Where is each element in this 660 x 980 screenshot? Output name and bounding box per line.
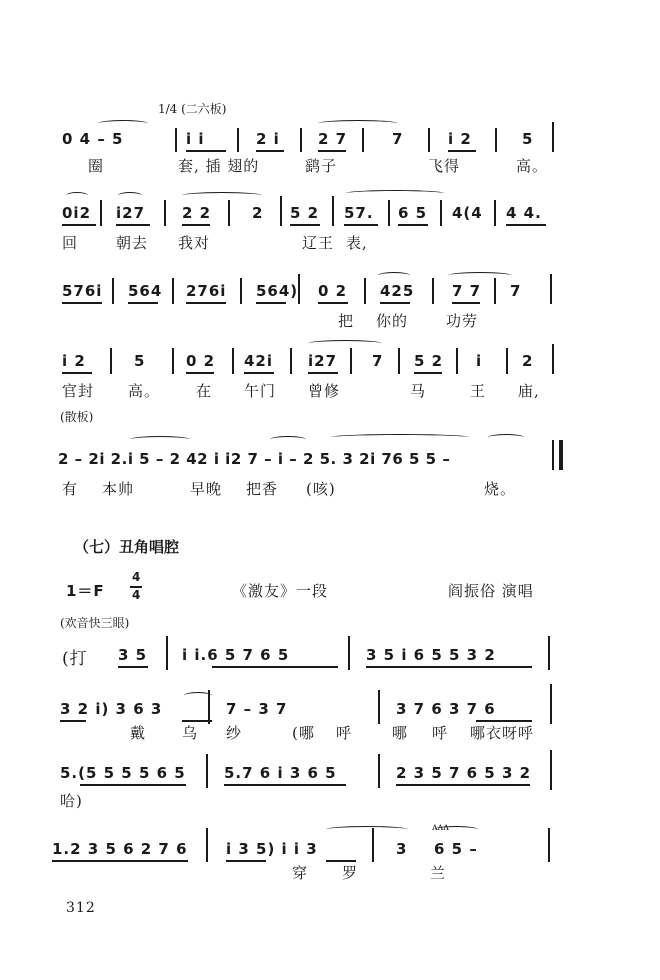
slur [378, 272, 410, 279]
note-group: 7 – 3 7 [226, 700, 288, 718]
lyric: 午门 [244, 382, 277, 400]
beam [290, 224, 320, 226]
lyric: 鹞子 [305, 157, 338, 175]
barline [550, 750, 552, 790]
note-group: 7 [372, 352, 384, 370]
lyric: 哈) [60, 792, 83, 810]
note-group: 5 2 [414, 352, 444, 370]
note-group: i 3 5) i i 3 [226, 840, 318, 858]
note-group: 3 [396, 840, 408, 858]
barline [298, 274, 300, 304]
page-number: 312 [66, 900, 96, 916]
note-group: 2 i [256, 130, 280, 148]
note-group: i27 [116, 204, 146, 222]
beam [256, 302, 286, 304]
slur [448, 272, 512, 279]
beam [60, 720, 86, 722]
barline [172, 278, 174, 304]
lyric: 哪 [392, 724, 409, 742]
lyric: 哪衣呀呼 [470, 724, 535, 742]
lyric: 王 [470, 382, 487, 400]
note-group: 425 [380, 282, 415, 300]
note-group: 2 [252, 204, 264, 222]
beam [318, 302, 348, 304]
note-group: 2 2 [182, 204, 212, 222]
beam [52, 860, 188, 862]
barline [550, 684, 552, 724]
beam [396, 784, 530, 786]
lyric: 兰 [430, 864, 447, 882]
final-barline [552, 440, 563, 470]
barline [164, 200, 166, 226]
slur [326, 826, 408, 833]
barline [166, 636, 168, 670]
lyric: 套, 插 翅的 [178, 157, 260, 175]
tempo-mark: (欢音快三眼) [60, 616, 130, 630]
barline [378, 690, 380, 724]
lyric: 高。 [516, 157, 549, 175]
lyric: 本帅 [102, 480, 135, 498]
note-group: 3 7 6 3 7 6 [396, 700, 496, 718]
barline [494, 278, 496, 304]
ornament: ʌʌʌ [432, 822, 449, 833]
note-group: 7 [510, 282, 522, 300]
beam [366, 666, 532, 668]
lyric: 曾修 [308, 382, 341, 400]
key-signature: 1＝F [66, 582, 105, 600]
barline [348, 636, 350, 670]
note-group: 5 2 [290, 204, 320, 222]
note-group: 4(4 [452, 204, 483, 222]
beam [244, 372, 274, 374]
note-group: 0 2 [318, 282, 348, 300]
barline [240, 278, 242, 304]
beam [414, 372, 442, 374]
barline [552, 344, 554, 374]
beam [448, 150, 476, 152]
note-line: 2 – 2i 2.i 5 – 2 42 i i2 7 – i – 2 5. 3 2i 76 5 5 – [58, 450, 451, 468]
barline [378, 754, 380, 788]
lyric: 呼 [336, 724, 353, 742]
note-group: i 2 [62, 352, 86, 370]
lyric: 庙, [518, 382, 540, 400]
barline [372, 828, 374, 862]
beam [186, 372, 214, 374]
note-group: 5.7 6 i 3 6 5 [224, 764, 337, 782]
barline [208, 690, 210, 724]
lyric: 功劳 [446, 312, 479, 330]
note-group: 42i [244, 352, 274, 370]
lyric: 高。 [128, 382, 161, 400]
note-group: 576i [62, 282, 103, 300]
slur [118, 192, 142, 199]
lyric: 官封 [62, 382, 95, 400]
beam [318, 150, 346, 152]
beam [452, 302, 480, 304]
percussion-cue: (打 [62, 649, 88, 669]
slur [318, 120, 398, 127]
beam [308, 372, 338, 374]
lyric: 回 [62, 234, 79, 252]
note-group: 6 5 – [434, 840, 478, 858]
slur [130, 436, 190, 443]
note-group: 2 7 [318, 130, 348, 148]
note-group: 564 [128, 282, 163, 300]
lyric: 马 [410, 382, 427, 400]
lyric: 飞得 [428, 157, 461, 175]
section-title: （七）丑角唱腔 [74, 538, 180, 556]
slur [66, 192, 88, 199]
note-group: 4 4. [506, 204, 542, 222]
note-group: 5 [134, 352, 146, 370]
lyric: 烧。 [484, 480, 517, 498]
singer: 阎振俗 演唱 [448, 582, 534, 600]
barline [237, 128, 239, 152]
barline [232, 348, 234, 374]
lyric: (咳) [306, 480, 336, 498]
beam [398, 224, 428, 226]
slur [488, 434, 524, 441]
barline [506, 348, 508, 374]
lyric: (哪 [292, 724, 315, 742]
barline [110, 348, 112, 374]
lyric: 表, [346, 234, 368, 252]
note-group: 7 [392, 130, 404, 148]
beam [226, 860, 266, 862]
barline [364, 278, 366, 304]
barline [428, 128, 430, 152]
note-group: 3 5 [118, 646, 148, 664]
beam [186, 302, 226, 304]
lyric: 戴 [130, 724, 147, 742]
note-group: i27 [308, 352, 338, 370]
note-group: 3 5 i 6 5 5 3 2 [366, 646, 496, 664]
note-group: 2 [522, 352, 534, 370]
barline [350, 348, 352, 374]
slur [308, 340, 382, 347]
note-group: 5 [522, 130, 534, 148]
note-group: 564) [256, 282, 299, 300]
barline [206, 754, 208, 788]
lyric: 呼 [432, 724, 449, 742]
note-group: i [476, 352, 483, 370]
beam [62, 302, 102, 304]
slur [345, 190, 445, 197]
beam [182, 224, 210, 226]
lyric: 在 [196, 382, 213, 400]
barline [432, 278, 434, 304]
lyric: 乌 [182, 724, 199, 742]
slur [270, 436, 306, 443]
note-group: 0 4 – 5 [62, 130, 124, 148]
lyric: 我对 [178, 234, 211, 252]
lyric: 穿 [292, 864, 309, 882]
beam [80, 784, 186, 786]
beam [256, 150, 284, 152]
barline [172, 348, 174, 374]
lyric: 纱 [226, 724, 243, 742]
lyric: 把 [338, 312, 355, 330]
barline [440, 200, 442, 226]
lyric: 你的 [376, 312, 409, 330]
note-group: 57. [344, 204, 374, 222]
barline [388, 200, 390, 226]
note-group: 1.2 3 5 6 2 7 6 [52, 840, 188, 858]
note-group: i i [186, 130, 205, 148]
barline [548, 636, 550, 670]
barline [332, 196, 334, 226]
note-group: 0 2 [186, 352, 216, 370]
beam [116, 224, 150, 226]
barline [362, 128, 364, 152]
barline [494, 200, 496, 226]
beam [212, 666, 338, 668]
barline [206, 828, 208, 862]
beam [62, 224, 96, 226]
note-group: 0i2 [62, 204, 92, 222]
tempo-mark: 1/4 (二六板) [158, 102, 227, 116]
meter-top: 4 [132, 570, 142, 584]
meter-bottom: 4 [132, 588, 142, 602]
beam [118, 666, 148, 668]
lyric: 辽王 [302, 234, 335, 252]
barline [290, 348, 292, 374]
beam [186, 150, 226, 152]
barline [495, 128, 497, 152]
beam [224, 784, 346, 786]
note-group: 6 5 [398, 204, 428, 222]
note-group: i 2 [448, 130, 472, 148]
beam [506, 224, 546, 226]
barline [300, 128, 302, 152]
beam [380, 302, 410, 304]
barline [398, 348, 400, 374]
barline [100, 200, 102, 226]
lyric: 有 [62, 480, 79, 498]
slur [98, 120, 148, 127]
barline [112, 278, 114, 304]
barline [456, 348, 458, 374]
beam [344, 224, 378, 226]
piece-title: 《激友》一段 [232, 582, 329, 600]
beam [128, 302, 158, 304]
barline [550, 274, 552, 304]
lyric: 圈 [88, 157, 105, 175]
barline [228, 200, 230, 226]
slur [182, 192, 262, 199]
barline [280, 196, 282, 226]
barline [548, 828, 550, 862]
note-group: 7 7 [452, 282, 482, 300]
lyric: 早晚 [190, 480, 223, 498]
lyric: 把香 [246, 480, 279, 498]
note-group: 3 2 i) 3 6 3 [60, 700, 163, 718]
note-group: i i.6 5 7 6 5 [182, 646, 290, 664]
barline [552, 122, 554, 152]
lyric: 朝去 [116, 234, 149, 252]
note-group: 2 3 5 7 6 5 3 2 [396, 764, 532, 782]
beam [62, 372, 92, 374]
note-group: 5.(5 5 5 5 6 5 [60, 764, 186, 782]
barline [175, 128, 177, 152]
note-group: 276i [186, 282, 227, 300]
slur [330, 434, 470, 441]
lyric: 罗 [342, 864, 359, 882]
tempo-mark: (散板) [60, 410, 94, 424]
